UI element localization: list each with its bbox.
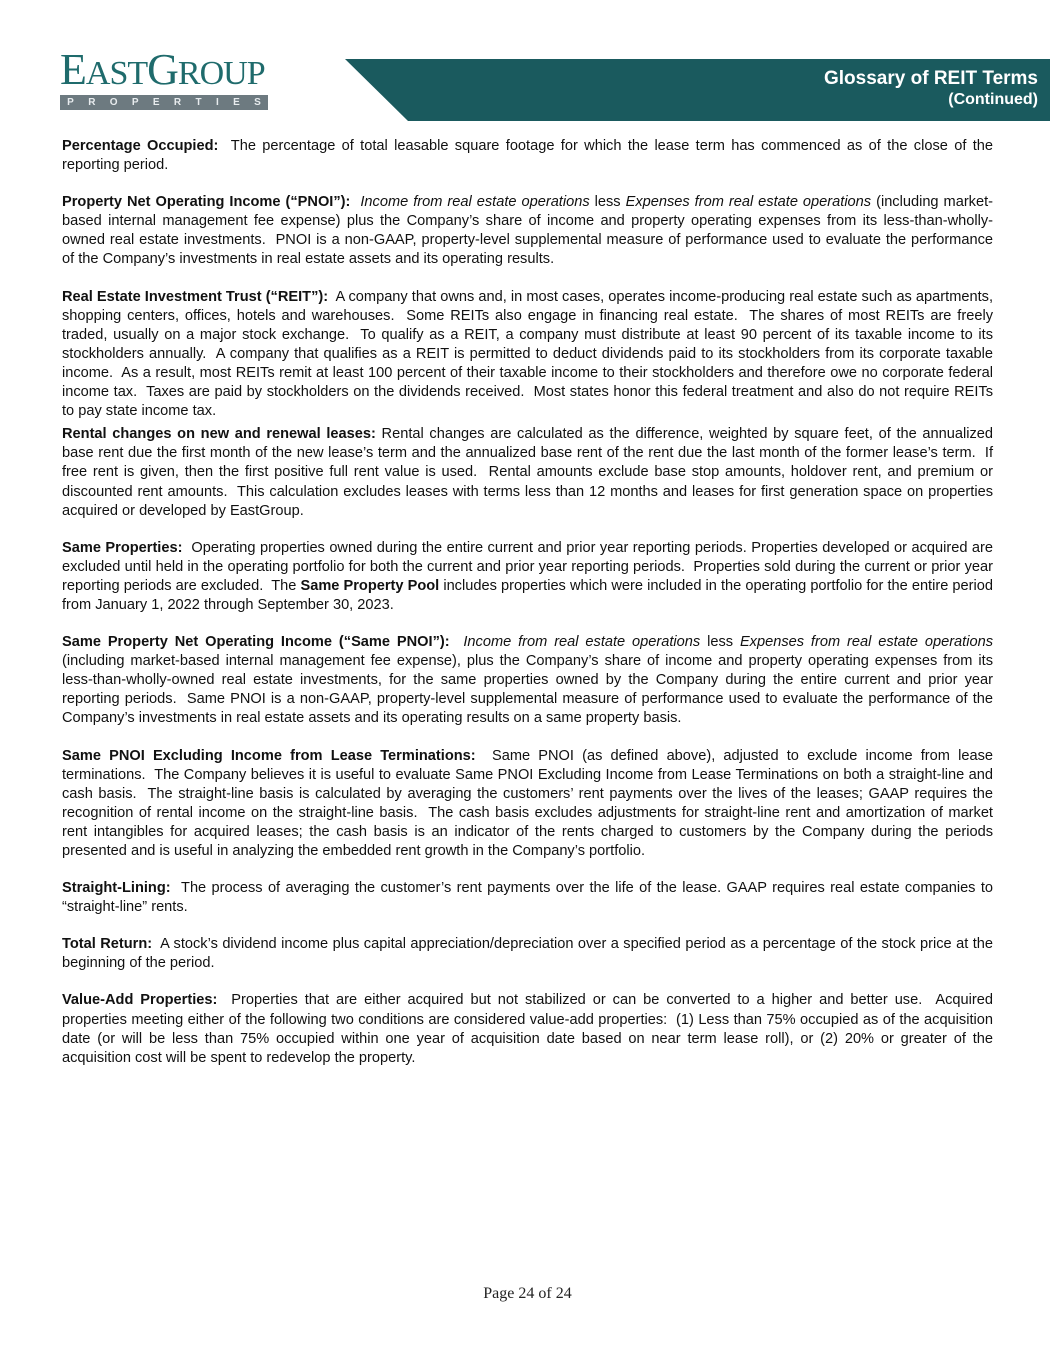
glossary-definition: A company that owns and, in most cases, operates income-producing real estate such as apartments, shopping centers, offices, hotels and warehouses. Some REITs also engage in financing real estate. The shares of most REITs are freely traded, usually on a major stock exchange. To qualify as a REIT, a company must distribute at least 90 percent of its taxable income to its stockholders annually. A company that qualifies as a REIT is permitted to deduct dividends paid to its stockholders from its corporate taxable income. As a result, most REITs remit at least 100 percent of their taxable income to their stockholders and therefore owe no corporate federal income tax. Taxes are paid by stockholders on the dividends received. Most states honor this federal treatment and also do not require REITs to pay state income tax. [62,288,998,420]
glossary-term: Percentage Occupied: [62,138,219,154]
glossary-definition: Properties that are either acquired but not stabilized or can be converted to a higher and better use. Acquired properties meeting either of the following two conditions are considered value-add properties: (1) Less than 75% occupied as of the acquisition date (or will be less than 75% occupied within one year of acquisition date based on near term lease roll), or (2) 20% or greater of the acquisition cost will be spent to redevelop the property. [62,992,998,1066]
glossary-term: Same Property Net Operating Income (“Same PNOI”): [62,634,450,651]
glossary-entry [62,137,998,175]
glossary-term: Same PNOI Excluding Income from Lease Terminations: [62,747,476,764]
glossary-entry [62,633,998,728]
glossary-entry [62,935,998,973]
page-number: Page 24 of 24 [483,1285,572,1302]
glossary-definition: Same PNOI (as defined above), adjusted to exclude income from lease terminations. The Company believes it is useful to evaluate Same PNOI Excluding Income from Lease Terminations on both a straight-line and cash basis. The straight-line basis is calculated by averaging the customers’ rent payments over the lives of the leases; GAAP requires the recognition of rental income on the straight-line basis. The cash basis excludes adjustments for straight-line rent and amortization of market rent intangibles for acquired leases; the cash basis is an indicator of the rents charged to customers by the Company during the periods presented and is useful in analyzing the embedded rent growth in the Company’s portfolio. [62,747,998,859]
logo-tagline-letter: T [195,97,202,108]
glossary-definition [450,634,464,650]
glossary-term: Total Return: [62,936,153,953]
glossary-definition: Operating properties owned during the entire current and prior year reporting periods. Properties developed or acquired are excluded until held in the operating portfolio for both the current and prior year reporting periods. Properties sold during the current or prior year reporting periods are excluded. The [62,539,998,594]
section-banner [345,59,1050,121]
glossary-entry [62,288,998,422]
logo-tagline-letter: S [254,97,261,108]
logo-tagline-letter: R [88,97,96,108]
banner-title: Glossary of REIT Terms [824,68,1038,89]
logo-tagline-letter: I [215,97,219,108]
glossary-entry [62,991,998,1067]
logo-tagline-letter: E [233,97,240,108]
glossary-definition: (including market-based internal management fee expense), plus the Company’s share of income and property operating expenses from its less-than-wholly-owned real estate investments, for the same properties owned by the Company during the entire current and prior year reporting periods. Same PNOI is a non-GAAP, property-level supplemental measure of performance used to evaluate the performance of the Company’s investments in real estate assets and its operating results on a same property basis. [62,634,998,727]
glossary-term: Rental changes on new and renewal leases: [62,426,376,443]
glossary-definition: Rental changes are calculated as the difference, weighted by square feet, of the annualized base rent due the first month of the new lease’s term and the annualized base rent of the rent due the last month of the former lease’s term. If free rent is given, then the first positive full rent value is used. Rental amounts exclude base stop amounts, holdover rent, and premium or discounted rent amounts. This calculation excludes leases with terms less than 12 months and leases for first generation space on properties acquired or developed by EastGroup. [62,426,998,519]
glossary-definition: The process of averaging the customer’s rent payments over the life of the lease. GAAP requires real estate companies to “straight-line” rents. [62,880,998,916]
logo-wordmark: EASTGROUP [60,45,265,94]
glossary-term: Property Net Operating Income (“PNOI”): [62,194,351,211]
glossary-definition: The percentage of total leasable square footage for which the lease term has commenced as of the close of the reporting period. [62,138,998,174]
glossary-definition: Expenses from real estate operations [739,634,993,651]
logo-tagline-letter: R [173,97,182,108]
company-logo [60,45,270,110]
glossary-definition [350,194,360,210]
glossary-term: Straight-Lining: [62,880,171,897]
logo-tagline-letter: O [109,97,118,108]
glossary-entry [62,879,998,917]
glossary-definition: Income from real estate operations [360,194,590,211]
logo-tagline-bar [60,95,268,110]
banner-subtitle: (Continued) [948,91,1038,108]
glossary-definition: A stock’s dividend income plus capital appreciation/depreciation over a specified period as a percentage of the stock price at the beginning of the period. [62,936,998,972]
glossary-definition: Income from real estate operations [463,634,701,651]
logo-tagline-letter: P [131,97,139,108]
glossary-content [62,137,998,1086]
glossary-entry [62,539,998,615]
glossary-definition: Same Property Pool [300,577,440,594]
glossary-entry [62,747,998,862]
glossary-term: Same Properties: [62,539,183,556]
logo-tagline-letter: E [152,97,160,108]
glossary-entry [62,425,998,520]
glossary-definition: less [589,194,626,211]
glossary-definition: (including market-based internal management fee expense) plus the Company’s share of income and property operating expenses from its less-than-wholly-owned real estate investments. PNOI is a non-GAAP, property-level supplemental measure of performance used to evaluate the performance of the Company’s investments in real estate assets and its operating results. [62,194,998,268]
glossary-entry [62,193,998,269]
glossary-term: Real Estate Investment Trust (“REIT”): [62,288,329,305]
glossary-definition: less [700,634,740,651]
glossary-definition: includes properties which were included in the operating portfolio for the entire period from January 1, 2022 through September 30, 2023. [62,577,998,613]
glossary-definition: Expenses from real estate operations [625,194,872,211]
logo-tagline-letter: P [67,97,74,108]
glossary-term: Value-Add Properties: [62,992,218,1009]
